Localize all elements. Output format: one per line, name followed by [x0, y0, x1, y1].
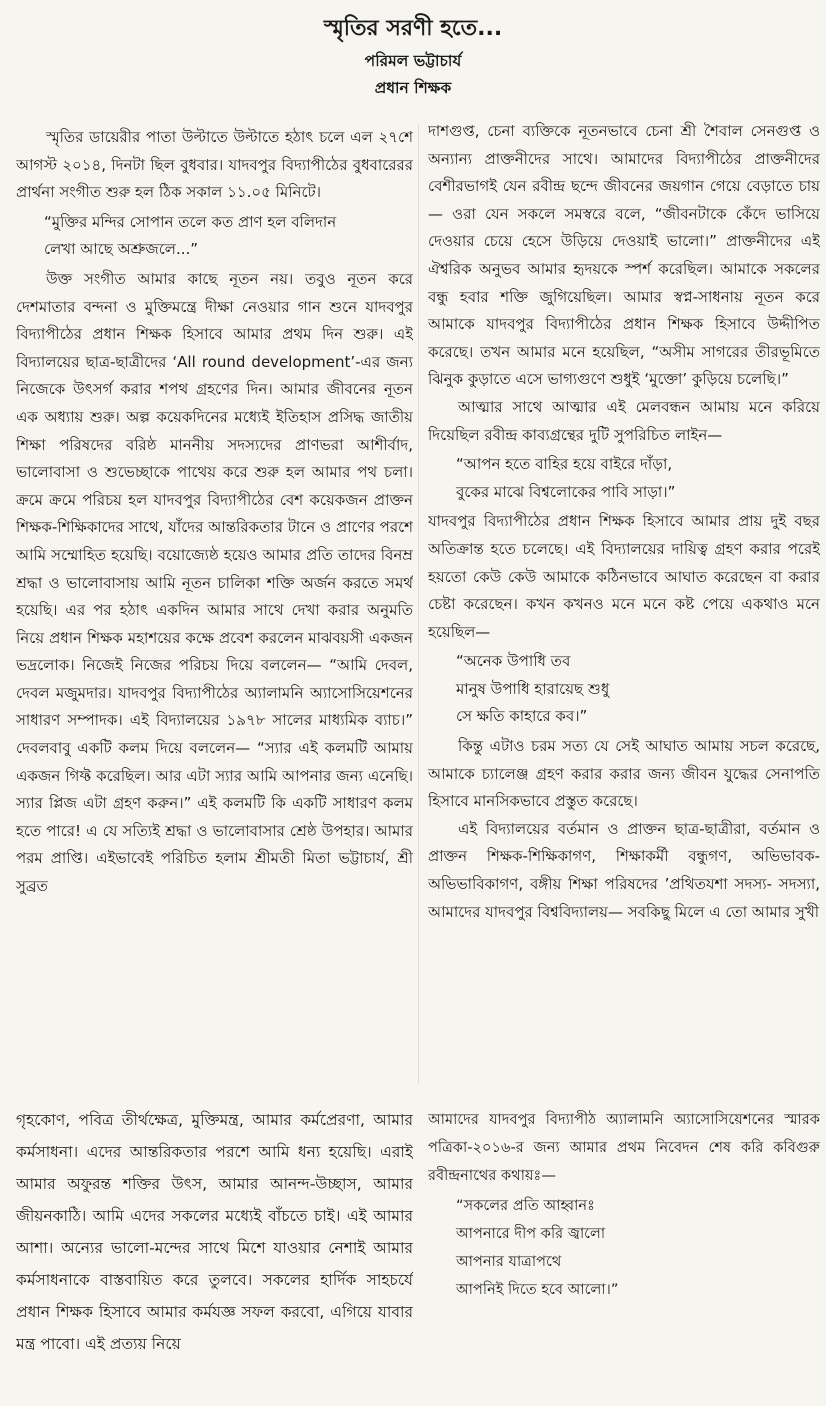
paragraph: যাদবপুর বিদ্যাপীঠের প্রধান শিক্ষক হিসাবে আমার প্রায় দুই বছর অতিক্রান্ত হতে চলেছে। এই বিদ্যালয়ের দায়িত্ব গ্রহণ করার পরেই হয়তো কেউ কেউ আমাকে কঠিনভাবে আঘাত করেছেন বা করার চেষ্টা করেছেন। কখন কখনও মনে মনে কষ্ট পেয়ে একথাও মনে হয়েছিল— [428, 512, 820, 641]
paragraph: কিন্তু এটাও চরম সত্য যে সেই আঘাত আমায় সচল করেছে, আমাকে চ্যালেঞ্জ গ্রহণ করার করার জন্য জীবন যুদ্ধের সেনাপতি হিসাবে মানসিকভাবে প্রস্তুত করেছে। [428, 737, 820, 811]
column-bottom-right [428, 1106, 820, 1404]
paragraph: স্মৃতির ডায়েরীর পাতা উল্টাতে উল্টাতে হঠাৎ চলে এল ২৭শে আগস্ট ২০১৪, দিনটা ছিল বুধবার। যাদবপুর বিদ্যাপীঠের বুধবারেরর প্রার্থনা সংগীত শুরু হল ঠিক সকাল ১১.০৫ মিনিটে। [16, 128, 413, 202]
quote-line: বুকের মাঝে বিশ্বলোকের পাবি সাড়া।” [456, 482, 676, 501]
author-role: প্রধান শিক্ষক [374, 79, 452, 97]
quote-line: “সকলের প্রতি আহ্বানঃ [456, 1197, 595, 1214]
quote-line: সে ক্ষতি কাহারে কব।” [456, 707, 588, 726]
paragraph: গৃহকোণ, পবিত্র তীর্থক্ষেত্র, মুক্তিমন্ত্র, আমার কর্মপ্রেরণা, আমার কর্মসাধনা। এদের আন্তরিকতার পরশে আমি ধন্য হয়েছি। এরাই আমার অফুরন্ত শক্তির উৎস, আমার আনন্দ-উচ্ছাস, আমার জীয়নকাঠি। আমি এদের সকলের মধ্যেই বাঁচতে চাই। এই আমার আশা। অন্যের ভালো-মন্দের সাথে মিশে যাওয়ার নেশাই আমার কর্মসাধনাকে বাস্তবায়িত করে তুলবে। সকলের হার্দিক সাহচর্যে প্রধান শিক্ষক হিসাবে আমার কর্মযজ্ঞ সফল করবো, এগিয়ে যাবার মন্ত্র পাবো। এই প্রত্যয় নিয়ে [16, 1111, 413, 1353]
quote-line: আপনিই দিতে হবে আলো।” [456, 1281, 619, 1298]
author-name: পরিমল ভট্টাচার্য [364, 52, 462, 70]
paragraph: এই বিদ্যালয়ের বর্তমান ও প্রাক্তন ছাত্র-ছাত্রীরা, বর্তমান ও প্রাক্তন শিক্ষক-শিক্ষিকাগণ, শিক্ষাকর্মী বন্ধুগণ, অভিভাবক- অভিভাবিকাগণ, বঙ্গীয় শিক্ষা পরিষদের ’প্রথিতযশা সদস্য- সদস্যা, আমাদের যাদবপুর বিশ্ববিদ্যালয়— সবকিছু মিলে এ তো আমার সুখী [428, 819, 820, 921]
quote-line: “আপন হতে বাহির হয়ে বাইরে দাঁড়া, [456, 455, 673, 474]
article-title: স্মৃতির সরণী হতে... [323, 16, 503, 41]
quote-line: “মুক্তির মন্দির সোপান তলে কত প্রাণ হল বলিদান [44, 212, 337, 231]
poem-quote [428, 1192, 820, 1304]
quote-line: লেখা আছে অশ্রুজলে...” [44, 240, 199, 259]
column-divider [418, 124, 419, 1084]
song-quote [16, 209, 413, 264]
poem-quote [428, 648, 820, 731]
quote-line: “অনেক উপাধি তব [456, 652, 571, 671]
paragraph: দাশগুপ্ত, চেনা ব্যক্তিকে নূতনভাবে চেনা শ্রী শৈবাল সেনগুপ্ত ও অন্যান্য প্রাক্তনীদের সাথে। আমাদের বিদ্যাপীঠের প্রাক্তনীদের বেশীরভাগই যেন রবীন্দ্র ছন্দে জীবনের জয়গান গেয়ে বেড়াতে চায়— ওরা যেন সকলে সমস্বরে বলে, “জীবনটাকে কেঁদে ভাসিয়ে দেওয়ার চেয়ে হেসে উড়িয়ে দেওয়াই ভালো।” প্রাক্তনীদের এই ঐশ্বরিক অনুভব আমার হৃদয়কে স্পর্শ করেছিল। আমাকে সকলের বন্ধু হবার শক্তি জুগিয়েছিল। আমার স্বপ্ন-সাধনায় নূতন করে আমাকে যাদবপুর বিদ্যাপীঠের প্রধান শিক্ষক হিসাবে উদ্দীপিত করেছে। তখন আমার মনে হয়েছিল, “অসীম সাগরের তীরভূমিতে ঝিনুক কুড়াতে এসে ভাগ্যগুণে শুধুই ‘মুক্তো’ কুড়িয়ে চলেছি।” [428, 122, 820, 389]
article-header [0, 14, 826, 99]
quote-line: আপনারে দীপ করি জ্বালো [456, 1225, 606, 1242]
column-top-left [16, 124, 413, 1098]
column-bottom-left [16, 1104, 413, 1404]
column-top-right [428, 118, 820, 1098]
paragraph: আত্মার সাথে আত্মার এই মেলবন্ধন আমায় মনে করিয়ে দিয়েছিল রবীন্দ্র কাব্যগ্রন্থের দুটি সুপরিচিত লাইন— [428, 397, 820, 444]
paragraph: আমাদের যাদবপুর বিদ্যাপীঠ অ্যালামনি অ্যাসোসিয়েশনের স্মারক পত্রিকা-২০১৬-র জন্য আমার প্রথম নিবেদন শেষ করি কবিগুরু রবীন্দ্রনাথের কথায়ঃ— [428, 1111, 820, 1184]
quote-line: মানুষ উপাধি হারায়েছ শুধু [456, 679, 610, 698]
poem-quote [428, 451, 820, 506]
paragraph: উক্ত সংগীত আমার কাছে নূতন নয়। তবুও নূতন করে দেশমাতার বন্দনা ও মুক্তিমন্ত্রে দীক্ষা নেওয়ার গান শুনে যাদবপুর বিদ্যাপীঠের প্রধান শিক্ষক হিসাবে আমার প্রথম দিন শুরু। এই বিদ্যালয়ের ছাত্র-ছাত্রীদের ‘All round development’-এর জন্য নিজেকে উৎসর্গ করার শপথ গ্রহণের দিন। আমার জীবনের নূতন এক অধ্যায় শুরু। অল্প কয়েকদিনের মধ্যেই ইতিহাস প্রসিদ্ধ জাতীয় শিক্ষা পরিষদের বরিষ্ঠ মাননীয় সদস্যদের প্রাণভরা আশীর্বাদ, ভালোবাসা ও শুভেচ্ছাকে পাথেয় করে শুরু হল আমার পথ চলা। ক্রমে ক্রমে পরিচয় হল যাদবপুর বিদ্যাপীঠের বেশ কয়েকজন প্রাক্তন শিক্ষক-শিক্ষিকাদের সাথে, যাঁদের আন্তরিকতার টানে ও প্রাণের পরশে আমি সম্মোহিত হয়েছি। বয়োজ্যেষ্ঠ হয়েও আমার প্রতি তাদের বিনম্র শ্রদ্ধা ও ভালোবাসায় আমি নূতন চালিকা শক্তি অর্জন করতে সমর্থ হয়েছি। এর পর হঠাৎ একদিন আমার সাথে দেখা করার অনুমতি নিয়ে প্রধান শিক্ষক মহাশয়ের কক্ষে প্রবেশ করলেন মাঝবয়সী একজন ভদ্রলোক। নিজেই নিজের পরিচয় দিয়ে বললেন— “আমি দেবল, দেবল মজুমদার। যাদবপুর বিদ্যাপীঠের অ্যালামনি অ্যাসোসিয়েশনের সাধারণ সম্পাদক। এই বিদ্যালয়ের ১৯৭৮ সালের মাধ্যমিক ব্যাচ।” দেবলবাবু একটি কলম দিয়ে বললেন— “স্যার এই কলমটি আমায় একজন গিফ্ট করেছিল। আর এটা স্যার আমি আপনার জন্য এনেছি। স্যার প্লিজ এটা গ্রহণ করুন।” এই কলমটি কি একটি সাধারণ কলম হতে পারে! এ যে সত্যিই শ্রদ্ধা ও ভালোবাসার শ্রেষ্ঠ উপহার। আমার পরম প্রাপ্তি। এইভাবেই পরিচিত হলাম শ্রীমতী মিতা ভট্টাচার্য, শ্রী সুব্রত [16, 269, 413, 896]
quote-line: আপনার যাত্রাপথে [456, 1253, 562, 1270]
